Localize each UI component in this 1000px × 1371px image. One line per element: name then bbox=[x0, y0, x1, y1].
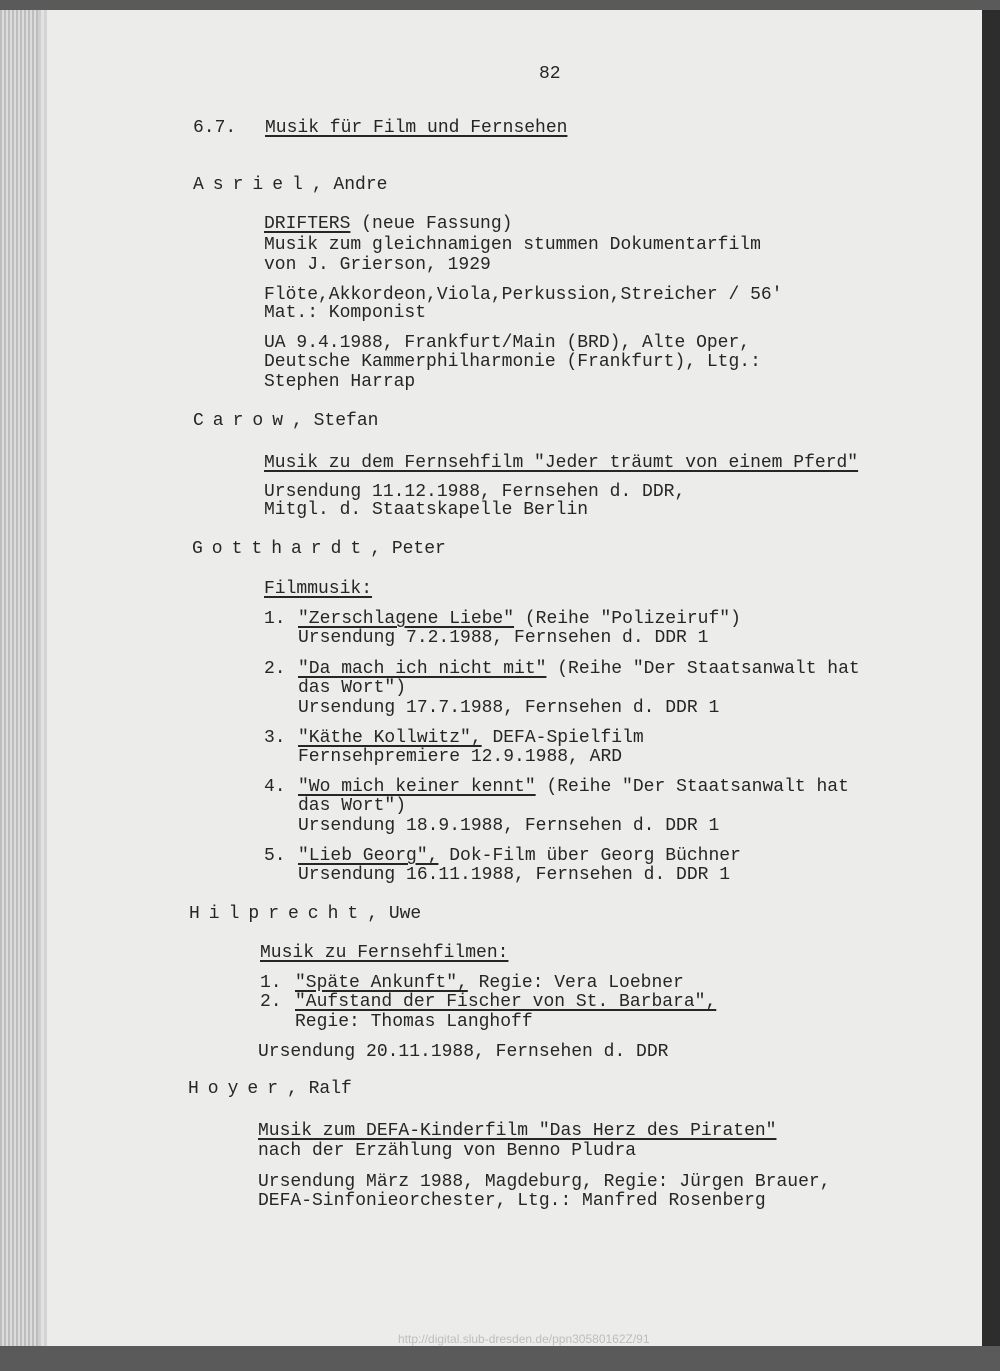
list-item bbox=[298, 846, 741, 866]
material-source: Mat.: Komponist bbox=[264, 303, 427, 323]
film-title: "Aufstand der Fischer von St. Barbara", bbox=[295, 992, 717, 1012]
list-item bbox=[298, 609, 741, 629]
list-item-number: 3. bbox=[264, 728, 286, 748]
composer-hilprecht: Hilprecht, Uwe bbox=[189, 904, 422, 924]
broadcast-info: Ursendung 16.11.1988, Fernsehen d. DDR 1 bbox=[298, 865, 731, 885]
composer-hoyer: Hoyer, Ralf bbox=[188, 1079, 352, 1099]
broadcast-info: Ursendung 17.7.1988, Fernsehen d. DDR 1 bbox=[298, 698, 720, 718]
work-description: Musik zum gleichnamigen stummen Dokumentarfilm bbox=[264, 235, 761, 255]
scan-shadow bbox=[982, 10, 1000, 1346]
list-item bbox=[298, 659, 860, 679]
film-note: Regie: Vera Loebner bbox=[467, 973, 684, 993]
performer-info: DEFA-Sinfonieorchester, Ltg.: Manfred Rosenberg bbox=[258, 1191, 766, 1211]
composer-carow: Carow, Stefan bbox=[193, 411, 379, 431]
list-item-number: 1. bbox=[260, 973, 282, 993]
broadcast-info: Ursendung März 1988, Magdeburg, Regie: Jürgen Brauer, bbox=[258, 1172, 831, 1192]
performer-info: Mitgl. d. Staatskapelle Berlin bbox=[264, 500, 589, 520]
work-suffix: (neue Fassung) bbox=[350, 214, 513, 234]
film-title: "Wo mich keiner kennt" bbox=[298, 777, 536, 797]
work-title: DRIFTERS bbox=[264, 214, 351, 234]
composer-surname: Gotthardt bbox=[192, 539, 371, 559]
premiere-info: UA 9.4.1988, Frankfurt/Main (BRD), Alte Oper, bbox=[264, 333, 751, 353]
list-item-number: 4. bbox=[264, 777, 286, 797]
broadcast-info: Ursendung 18.9.1988, Fernsehen d. DDR 1 bbox=[298, 816, 720, 836]
film-note-continued: Regie: Thomas Langhoff bbox=[295, 1012, 533, 1032]
composer-given-name: Uwe bbox=[388, 904, 422, 924]
work-description: von J. Grierson, 1929 bbox=[264, 255, 491, 275]
film-note: (Reihe "Der Staatsanwalt hat bbox=[546, 659, 860, 679]
page-stack-edge bbox=[0, 10, 40, 1346]
broadcast-info: Ursendung 7.2.1988, Fernsehen d. DDR 1 bbox=[298, 628, 709, 648]
broadcast-info: Ursendung 11.12.1988, Fernsehen d. DDR, bbox=[264, 482, 686, 502]
film-title: "Käthe Kollwitz", bbox=[298, 728, 482, 748]
section-title: Musik für Film und Fernsehen bbox=[265, 118, 568, 138]
composer-surname: Asriel bbox=[193, 175, 312, 195]
work-description: nach der Erzählung von Benno Pludra bbox=[258, 1141, 637, 1161]
film-title: "Späte Ankunft", bbox=[295, 973, 468, 993]
film-note-continued: das Wort") bbox=[298, 678, 407, 698]
film-note: Dok-Film über Georg Büchner bbox=[438, 846, 741, 866]
list-item bbox=[298, 777, 849, 797]
premiere-info: Deutsche Kammerphilharmonie (Frankfurt), Ltg.: bbox=[264, 352, 761, 372]
composer-surname: Hoyer bbox=[188, 1079, 288, 1099]
film-title: "Da mach ich nicht mit" bbox=[298, 659, 547, 679]
composer-surname: Hilprecht bbox=[189, 904, 368, 924]
list-heading: Filmmusik: bbox=[264, 579, 373, 599]
film-title: "Lieb Georg", bbox=[298, 846, 439, 866]
composer-given-name: Ralf bbox=[308, 1079, 352, 1099]
broadcast-info: Fernsehpremiere 12.9.1988, ARD bbox=[298, 747, 623, 767]
list-item-number: 5. bbox=[264, 846, 286, 866]
list-item-number: 1. bbox=[264, 609, 286, 629]
work-title: Musik zum DEFA-Kinderfilm "Das Herz des Piraten" bbox=[258, 1121, 777, 1141]
composer-given-name: Andre bbox=[333, 175, 388, 195]
work-drifters bbox=[264, 214, 512, 234]
film-note-continued: das Wort") bbox=[298, 796, 407, 816]
list-heading: Musik zu Fernsehfilmen: bbox=[260, 943, 509, 963]
source-url: http://digital.slub-dresden.de/ppn30580162Z/91 bbox=[398, 1332, 650, 1346]
composer-gotthardt: Gotthardt, Peter bbox=[192, 539, 446, 559]
page-number: 82 bbox=[539, 64, 561, 84]
composer-given-name: Peter bbox=[391, 539, 446, 559]
premiere-info: Stephen Harrap bbox=[264, 372, 416, 392]
broadcast-info: Ursendung 20.11.1988, Fernsehen d. DDR bbox=[258, 1042, 669, 1062]
section-number: 6.7. bbox=[193, 118, 237, 138]
list-item bbox=[298, 728, 644, 748]
composer-given-name: Stefan bbox=[313, 411, 379, 431]
work-title: Musik zu dem Fernsehfilm "Jeder träumt von einem Pferd" bbox=[264, 453, 859, 473]
film-note: DEFA-Spielfilm bbox=[481, 728, 644, 748]
composer-asriel: Asriel, Andre bbox=[193, 175, 388, 195]
list-item bbox=[295, 973, 684, 993]
list-item-number: 2. bbox=[264, 659, 286, 679]
instrumentation: Flöte,Akkordeon,Viola,Perkussion,Streicher / 56' bbox=[264, 285, 783, 305]
film-note: (Reihe "Polizeiruf") bbox=[514, 609, 741, 629]
list-item-number: 2. bbox=[260, 992, 282, 1012]
film-note: (Reihe "Der Staatsanwalt hat bbox=[535, 777, 849, 797]
composer-surname: Carow bbox=[193, 411, 293, 431]
film-title: "Zerschlagene Liebe" bbox=[298, 609, 515, 629]
